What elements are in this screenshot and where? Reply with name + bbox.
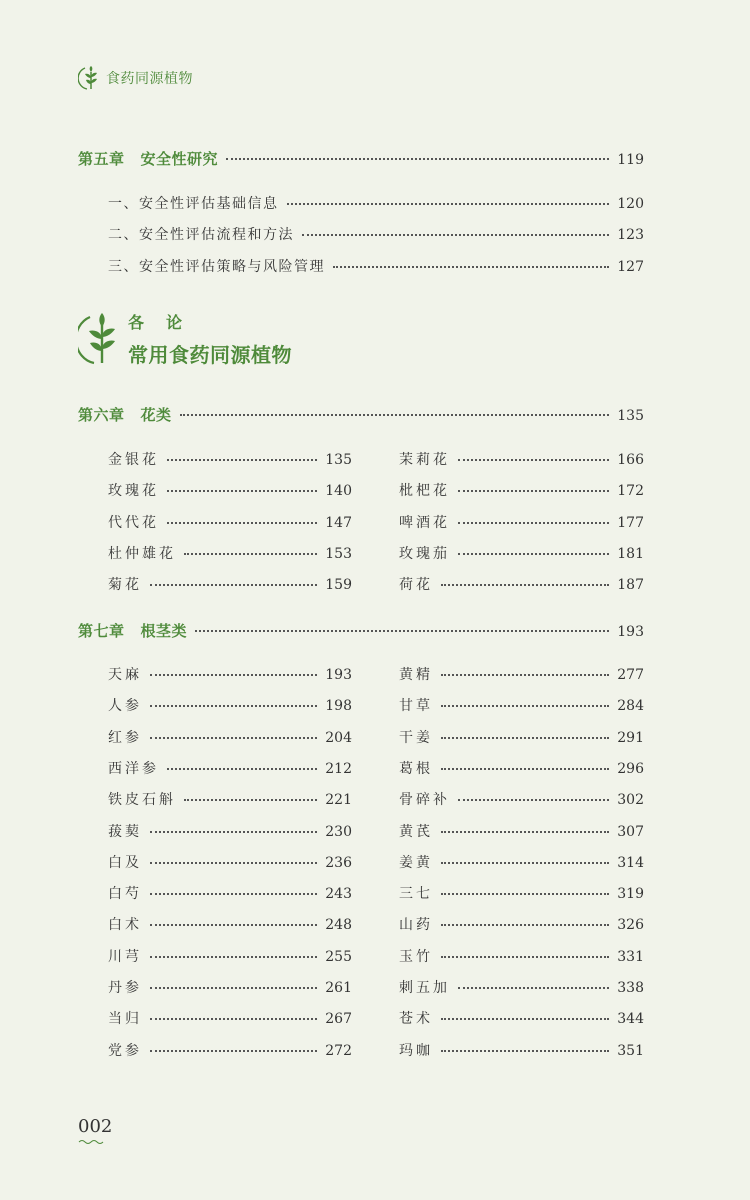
toc-entry[interactable] (108, 977, 352, 997)
leaf-emblem-icon (78, 311, 122, 367)
page-ref: 291 (617, 729, 644, 746)
page-ref: 212 (325, 760, 352, 777)
toc-entry[interactable] (399, 512, 644, 532)
toc-entry[interactable] (399, 449, 644, 469)
entry-title: 玫瑰茄 (399, 545, 450, 562)
page-ref: 314 (617, 854, 644, 871)
toc-entry[interactable] (108, 914, 352, 934)
toc-entry[interactable] (108, 1040, 352, 1060)
chapter-title: 安全性研究 (140, 150, 219, 168)
page-ref: 255 (325, 948, 352, 965)
leader-dots (441, 831, 609, 833)
leader-dots (167, 768, 317, 770)
part-subtitle: 各论 (128, 313, 205, 332)
chapter-number: 第六章 (78, 406, 125, 424)
leader-dots (441, 924, 609, 926)
entry-title: 玫瑰花 (108, 483, 159, 500)
page-ref: 204 (325, 729, 352, 746)
leader-dots (150, 1050, 317, 1052)
toc-entry[interactable] (399, 883, 644, 903)
entry-title: 白术 (108, 917, 142, 934)
toc-entry[interactable] (399, 946, 644, 966)
page-ref: 351 (617, 1042, 644, 1059)
page-ref: 277 (617, 667, 644, 683)
entry-title: 干姜 (399, 729, 433, 746)
section-title: 三、安全性评估策略与风险管理 (108, 259, 325, 275)
leader-dots (458, 799, 609, 801)
page-ref: 307 (617, 823, 644, 840)
leader-dots (150, 674, 317, 676)
toc-entry[interactable] (108, 449, 352, 469)
toc-entry[interactable] (108, 1008, 352, 1028)
header-title: 食药同源植物 (106, 71, 193, 87)
page-ref: 344 (617, 1011, 644, 1028)
page-ref: 198 (325, 698, 352, 715)
leader-dots (184, 799, 317, 801)
page-ref: 187 (617, 577, 644, 594)
entry-title: 荷花 (399, 577, 433, 594)
entry-title: 玉竹 (399, 948, 433, 965)
entry-title: 白及 (108, 854, 142, 871)
toc-entry[interactable] (108, 574, 352, 594)
page-ref: 147 (325, 514, 352, 531)
leader-dots (150, 737, 317, 739)
leader-dots (302, 234, 609, 236)
page-ref: 123 (617, 227, 644, 243)
entry-title: 葛根 (399, 760, 433, 777)
page-ref: 181 (617, 545, 644, 562)
leader-dots (458, 490, 609, 492)
entry-title: 黄芪 (399, 823, 433, 840)
toc-entry[interactable] (399, 789, 644, 809)
page-ref: 135 (325, 452, 352, 468)
entry-title: 姜黄 (399, 854, 433, 871)
leader-dots (150, 924, 317, 926)
page-ref: 140 (325, 483, 352, 500)
toc-entry[interactable] (108, 852, 352, 872)
leader-dots (180, 414, 610, 416)
toc-entry[interactable] (399, 977, 644, 997)
page-ref: 153 (325, 545, 352, 562)
leader-dots (441, 705, 609, 707)
page-ref: 193 (617, 624, 644, 640)
leader-dots (167, 459, 317, 461)
entry-title: 人参 (108, 698, 142, 715)
toc-entry[interactable] (399, 664, 644, 684)
toc-entry[interactable] (108, 512, 352, 532)
toc-entry[interactable] (108, 664, 352, 684)
leaf-logo-icon (78, 64, 102, 92)
section-title: 二、安全性评估流程和方法 (108, 227, 294, 243)
page-ref: 172 (617, 483, 644, 500)
entry-title: 金银花 (108, 452, 159, 468)
part-heading (78, 310, 292, 368)
page-ref: 326 (617, 917, 644, 934)
page-ref: 159 (325, 577, 352, 594)
leader-dots (441, 1018, 609, 1020)
part-title: 常用食药同源植物 (128, 343, 292, 367)
leader-dots (150, 893, 317, 895)
page-ref: 120 (617, 196, 644, 212)
chapter-title: 花类 (140, 406, 172, 424)
toc-entry[interactable] (399, 821, 644, 841)
leader-dots (167, 522, 317, 524)
leader-dots (441, 956, 609, 958)
chapter-number: 第七章 (78, 622, 125, 640)
entry-title: 玛咖 (399, 1042, 433, 1059)
page-ref: 267 (325, 1011, 352, 1028)
entry-title: 茉莉花 (399, 452, 450, 468)
entry-title: 党参 (108, 1042, 142, 1059)
toc-entry[interactable] (399, 543, 644, 563)
entry-title: 白芍 (108, 886, 142, 903)
toc-entry[interactable] (108, 758, 352, 778)
toc-entry[interactable] (108, 821, 352, 841)
toc-entry[interactable] (399, 852, 644, 872)
leader-dots (441, 737, 609, 739)
entry-title: 天麻 (108, 667, 142, 683)
section-title: 一、安全性评估基础信息 (108, 196, 279, 212)
running-header (78, 64, 193, 92)
toc-section[interactable] (108, 256, 644, 276)
leader-dots (150, 987, 317, 989)
page-ref: 221 (325, 792, 352, 809)
toc-entry[interactable] (108, 789, 352, 809)
toc-section[interactable] (108, 224, 644, 244)
toc-section[interactable] (108, 193, 644, 213)
leader-dots (287, 203, 610, 205)
leader-dots (150, 705, 317, 707)
leader-dots (441, 1050, 609, 1052)
entry-title: 甘草 (399, 698, 433, 715)
entry-title: 苍术 (399, 1011, 433, 1028)
entry-title: 川芎 (108, 948, 142, 965)
leader-dots (226, 158, 609, 160)
entry-title: 铁皮石斛 (108, 792, 176, 809)
entry-title: 枇杷花 (399, 483, 450, 500)
leader-dots (184, 553, 317, 555)
page-ref: 177 (617, 514, 644, 531)
chapter-number: 第五章 (78, 150, 125, 168)
toc-entry[interactable] (399, 1040, 644, 1060)
leader-dots (441, 768, 609, 770)
page-ref: 119 (617, 152, 644, 168)
page-ref: 319 (617, 886, 644, 903)
page-ref: 302 (617, 792, 644, 809)
toc-chapter-5[interactable] (78, 148, 644, 168)
page-ref: 166 (617, 452, 644, 468)
toc-entry[interactable] (399, 727, 644, 747)
toc-entry[interactable] (108, 543, 352, 563)
leader-dots (441, 674, 609, 676)
leader-dots (458, 553, 609, 555)
entry-title: 菊花 (108, 577, 142, 594)
leader-dots (441, 584, 609, 586)
toc-chapter-7[interactable] (78, 620, 644, 640)
entry-title: 山药 (399, 917, 433, 934)
leader-dots (195, 630, 609, 632)
page-ref: 127 (617, 259, 644, 275)
wave-ornament-icon (78, 1138, 104, 1146)
toc-entry[interactable] (399, 914, 644, 934)
leader-dots (150, 584, 317, 586)
page-number: 002 (78, 1116, 113, 1137)
leader-dots (150, 862, 317, 864)
page-ref: 284 (617, 698, 644, 715)
page-ref: 248 (325, 917, 352, 934)
chapter-title: 根茎类 (140, 622, 188, 640)
entry-title: 杜仲雄花 (108, 545, 176, 562)
page-ref: 331 (617, 948, 644, 965)
toc-entry[interactable] (399, 480, 644, 500)
leader-dots (441, 862, 609, 864)
leader-dots (458, 987, 609, 989)
entry-title: 骨碎补 (399, 792, 450, 809)
page-ref: 236 (325, 854, 352, 871)
page-ref: 296 (617, 760, 644, 777)
toc-chapter-6[interactable] (78, 404, 644, 424)
entry-title: 西洋参 (108, 760, 159, 777)
page-ref: 243 (325, 886, 352, 903)
page-ref: 272 (325, 1042, 352, 1059)
toc-entry[interactable] (108, 883, 352, 903)
leader-dots (441, 893, 609, 895)
page-ref: 193 (325, 667, 352, 683)
entry-title: 当归 (108, 1011, 142, 1028)
leader-dots (458, 522, 609, 524)
toc-entry[interactable] (399, 574, 644, 594)
toc-entry[interactable] (108, 727, 352, 747)
entry-title: 代代花 (108, 514, 159, 531)
leader-dots (333, 266, 609, 268)
entry-title: 丹参 (108, 980, 142, 996)
leader-dots (150, 1018, 317, 1020)
toc-entry[interactable] (108, 480, 352, 500)
toc-entry[interactable] (108, 946, 352, 966)
toc-entry[interactable] (399, 758, 644, 778)
entry-title: 刺五加 (399, 980, 450, 996)
entry-title: 红参 (108, 729, 142, 746)
leader-dots (167, 490, 317, 492)
leader-dots (150, 831, 317, 833)
page-ref: 261 (325, 980, 352, 996)
entry-title: 菝葜 (108, 823, 142, 840)
leader-dots (150, 956, 317, 958)
entry-title: 黄精 (399, 667, 433, 683)
page-ref: 338 (617, 980, 644, 996)
toc-entry[interactable] (399, 1008, 644, 1028)
entry-title: 啤酒花 (399, 514, 450, 531)
toc-entry[interactable] (108, 695, 352, 715)
entry-title: 三七 (399, 886, 433, 903)
page-ref: 230 (325, 823, 352, 840)
page-ref: 135 (617, 408, 644, 424)
leader-dots (458, 459, 609, 461)
toc-entry[interactable] (399, 695, 644, 715)
